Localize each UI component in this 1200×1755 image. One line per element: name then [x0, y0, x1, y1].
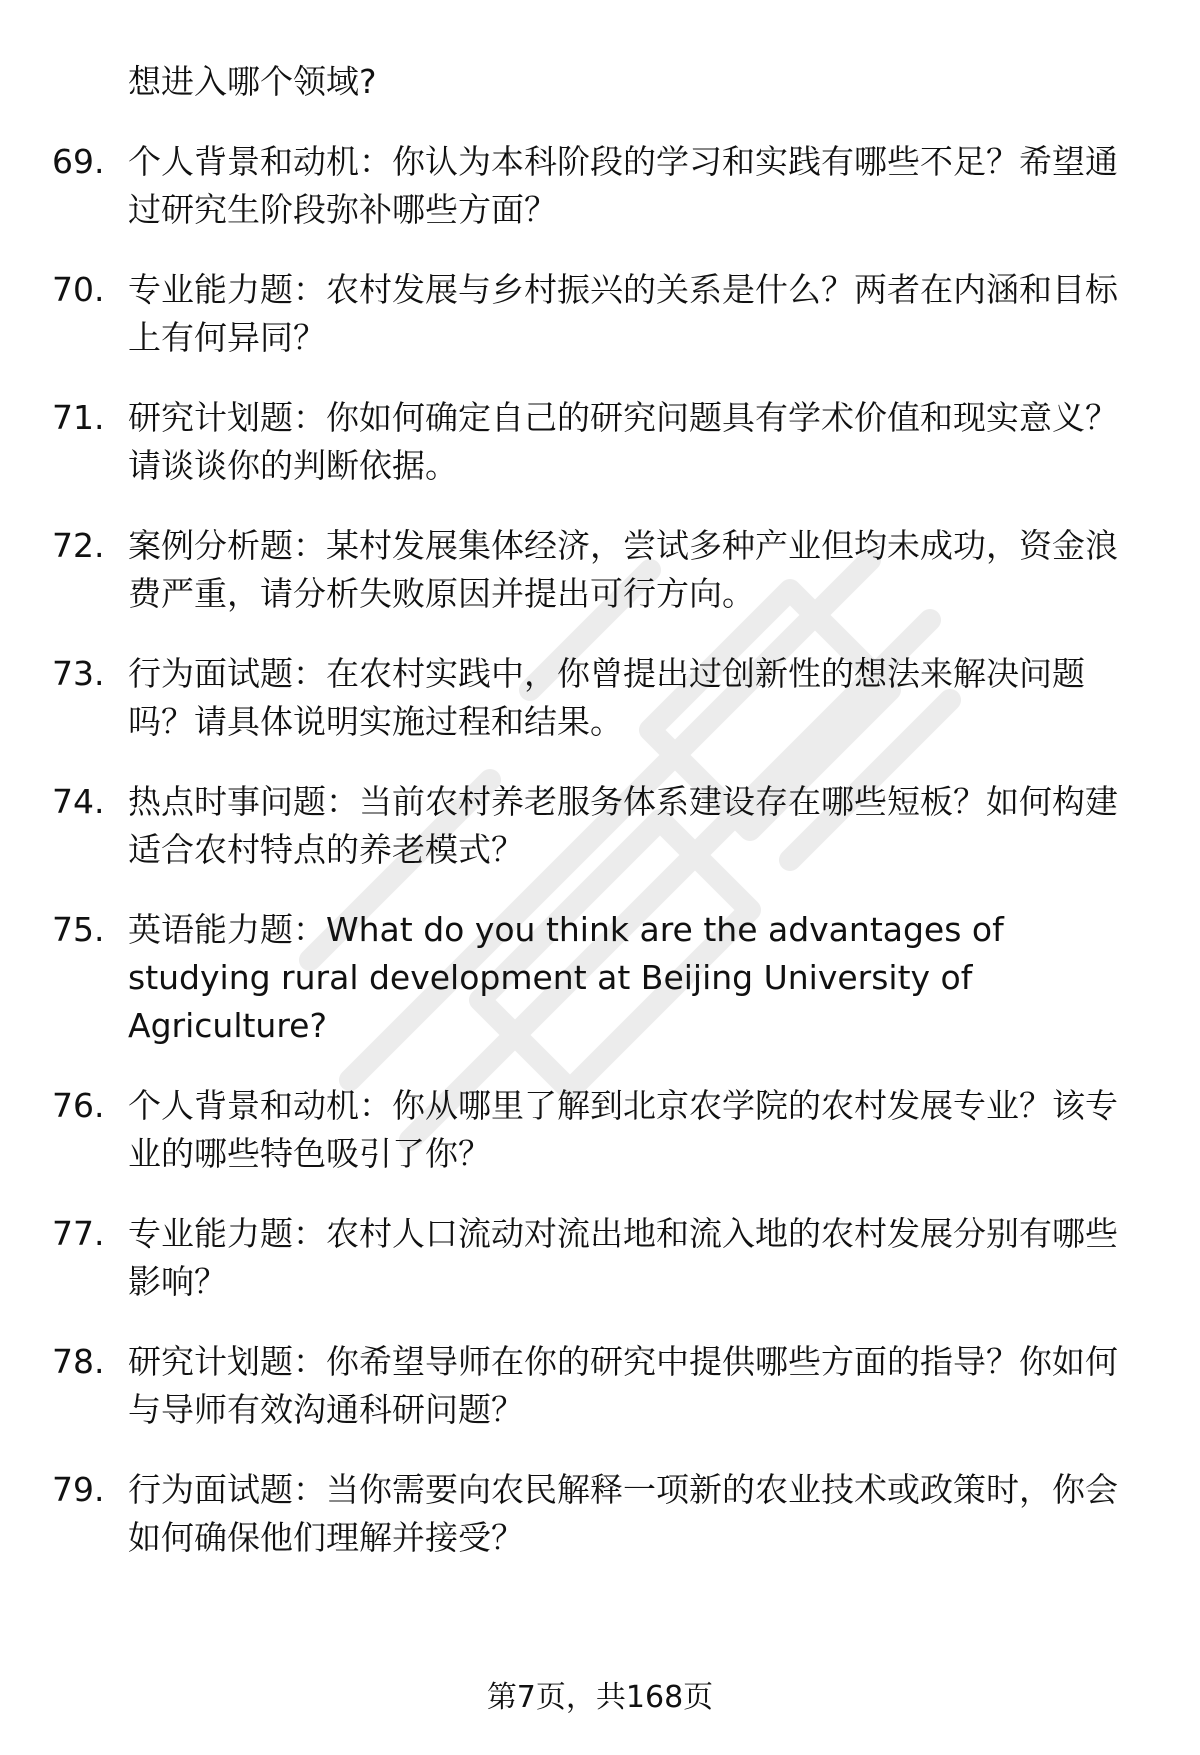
- item-number: 78.: [52, 1342, 105, 1381]
- page-footer: 第7页，共168页: [486, 1680, 714, 1715]
- list-item: [52, 1338, 1142, 1434]
- item-text: 热点时事问题：当前农村养老服务体系建设存在哪些短板？如何构建适合农村特点的养老模式？: [128, 782, 1118, 869]
- item-text: 行为面试题：当你需要向农民解释一项新的农业技术或政策时，你会如何确保他们理解并接受？: [128, 1470, 1118, 1557]
- item-text: 个人背景和动机：你认为本科阶段的学习和实践有哪些不足？希望通过研究生阶段弥补哪些方面？: [128, 142, 1118, 229]
- list-item: [52, 1466, 1142, 1562]
- list-item: [52, 522, 1142, 618]
- list-item: [52, 906, 1142, 1050]
- list-item: [52, 1082, 1142, 1178]
- item-text: 研究计划题：你希望导师在你的研究中提供哪些方面的指导？你如何与导师有效沟通科研问题？: [128, 1342, 1118, 1429]
- item-number: 71.: [52, 398, 105, 437]
- continuation-text: 想进入哪个领域?: [128, 62, 377, 101]
- list-item: [52, 1210, 1142, 1306]
- item-text: 专业能力题：农村发展与乡村振兴的关系是什么？两者在内涵和目标上有何异同？: [128, 270, 1118, 357]
- item-number: 69.: [52, 142, 105, 181]
- item-number: 72.: [52, 526, 105, 565]
- item-number: 79.: [52, 1470, 105, 1509]
- item-text: 行为面试题：在农村实践中，你曾提出过创新性的想法来解决问题吗？请具体说明实施过程和结果。: [128, 654, 1085, 741]
- item-text: 研究计划题：你如何确定自己的研究问题具有学术价值和现实意义？请谈谈你的判断依据。: [128, 398, 1118, 485]
- list-item: [52, 394, 1142, 490]
- item-number: 76.: [52, 1086, 105, 1125]
- list-item: [52, 778, 1142, 874]
- list-item: [52, 266, 1142, 362]
- item-text: 英语能力题：What do you think are the advantages of studying rural development at Beijing University of Agriculture?: [128, 910, 1004, 1045]
- item-number: 73.: [52, 654, 105, 693]
- item-number: 75.: [52, 910, 105, 949]
- item-text: 个人背景和动机：你从哪里了解到北京农学院的农村发展专业？该专业的哪些特色吸引了你？: [128, 1086, 1118, 1173]
- item-number: 70.: [52, 270, 105, 309]
- list-item: [52, 650, 1142, 746]
- item-text: 专业能力题：农村人口流动对流出地和流入地的农村发展分别有哪些影响？: [128, 1214, 1118, 1301]
- item-number: 74.: [52, 782, 105, 821]
- question-list: [52, 58, 1142, 1594]
- item-number: 77.: [52, 1214, 105, 1253]
- list-item: [52, 138, 1142, 234]
- item-text: 案例分析题：某村发展集体经济，尝试多种产业但均未成功，资金浪费严重，请分析失败原因并提出可行方向。: [128, 526, 1118, 613]
